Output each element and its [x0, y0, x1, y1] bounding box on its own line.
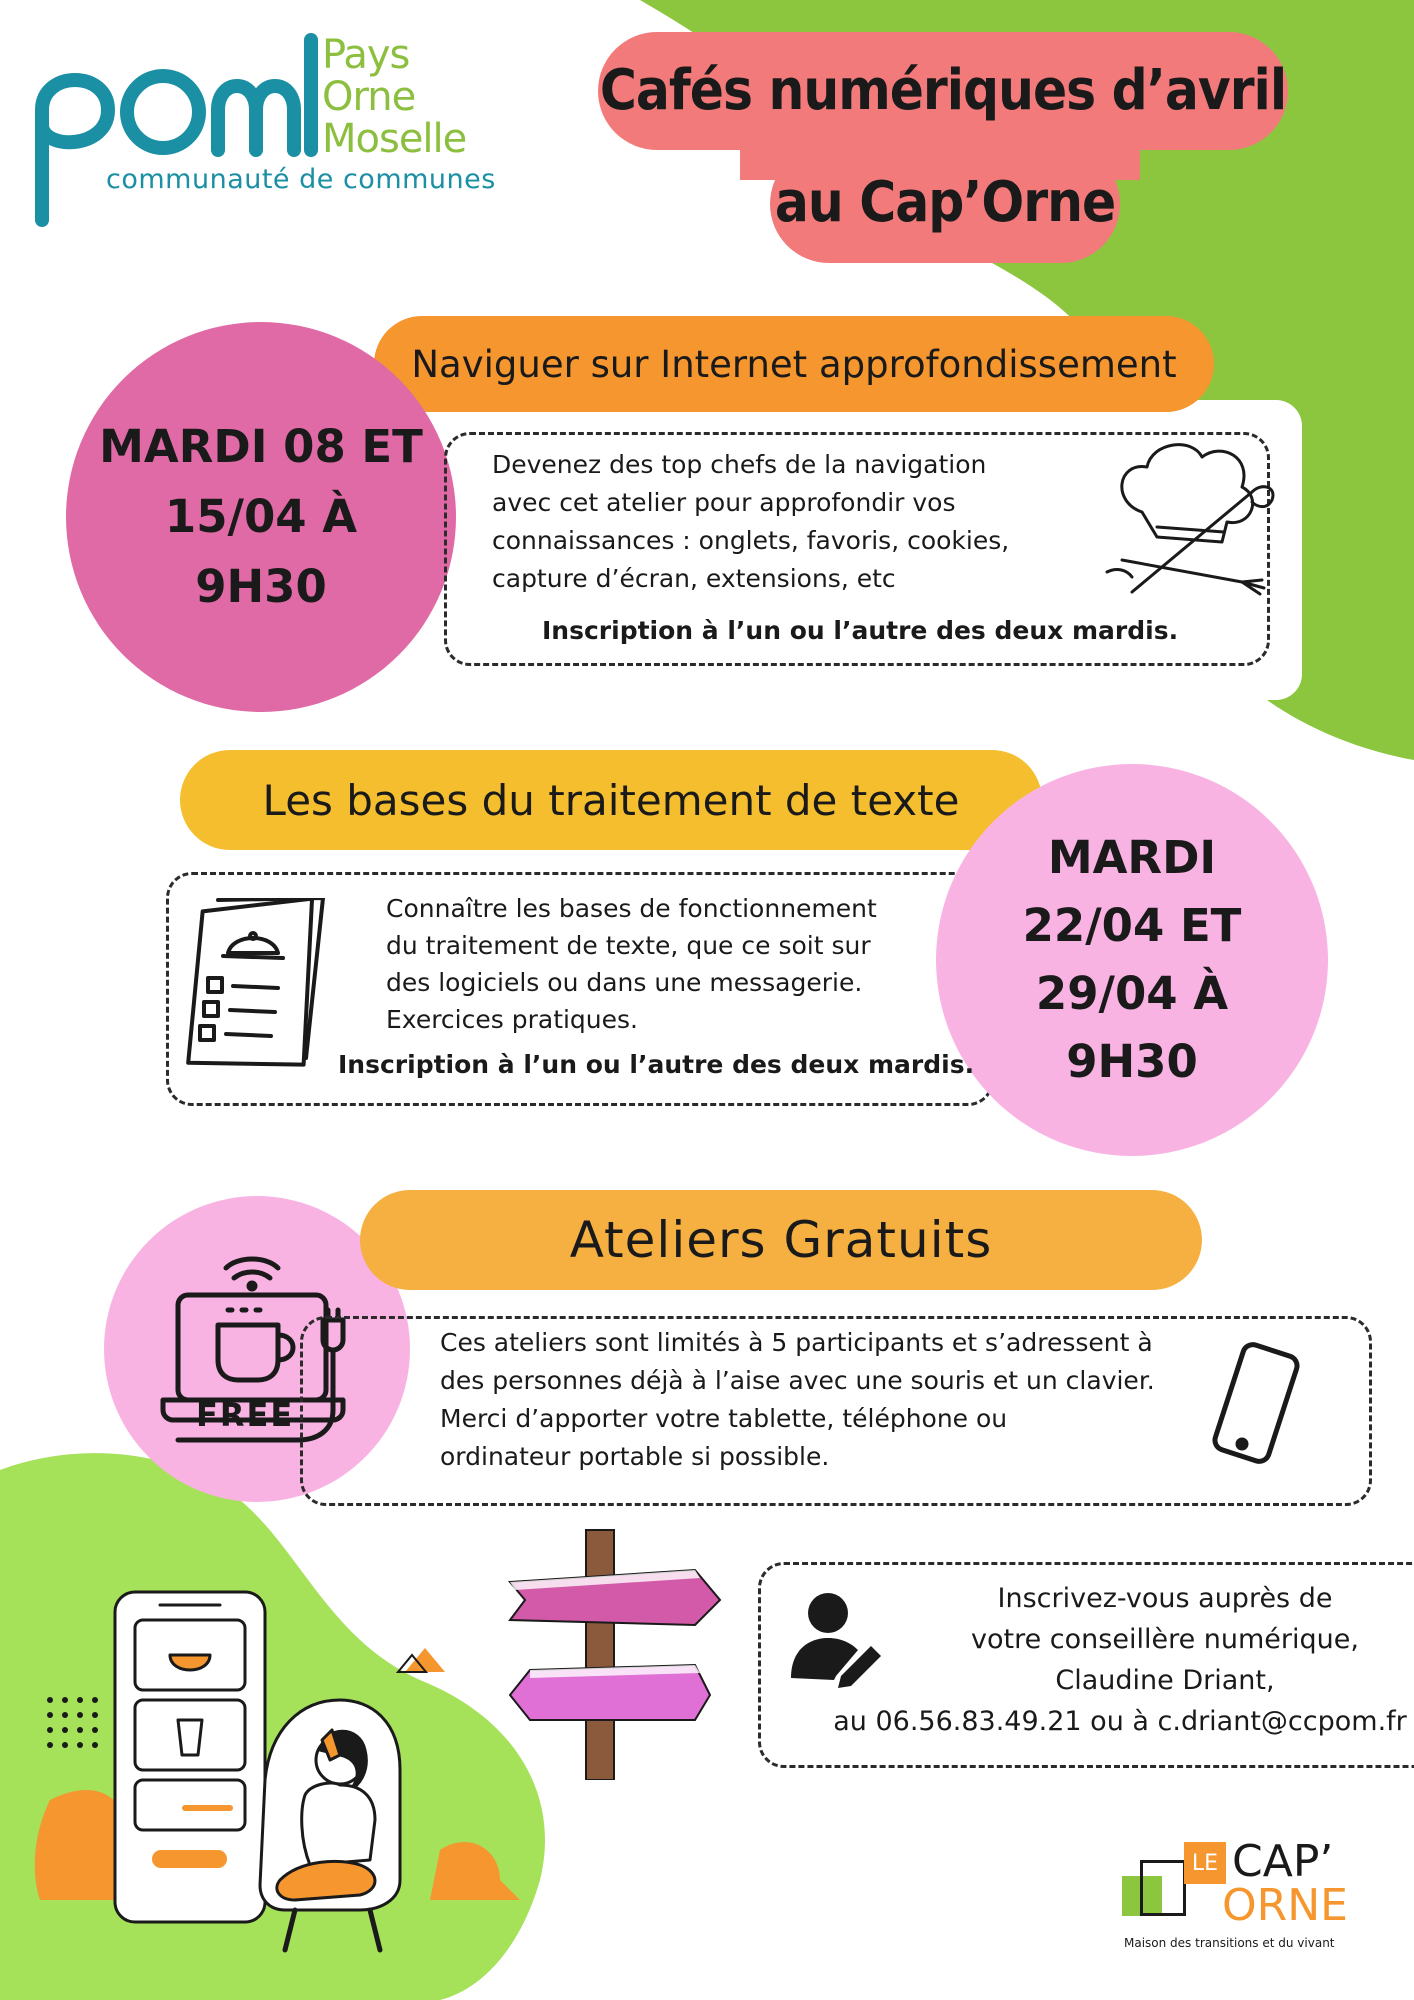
section2-description-line: des logiciels ou dans une messagerie.: [386, 968, 863, 997]
section1-description-line: Devenez des top chefs de la navigation: [492, 450, 987, 479]
page-title-line1: Cafés numériques d’avril: [599, 58, 1287, 123]
chef-hat-icon: [1102, 432, 1280, 602]
contact-line: votre conseillère numérique,: [971, 1624, 1359, 1655]
pom-logo-icon: [28, 30, 318, 230]
smartphone-icon: [1200, 1340, 1310, 1470]
phone-person-illustration: [40, 1580, 460, 1980]
section3-description-line: Ces ateliers sont limités à 5 participants et s’adressent à: [440, 1328, 1153, 1357]
caporne-logo: [1122, 1836, 1372, 1956]
section2-description-line: Connaître les bases de fonctionnement: [386, 894, 877, 923]
section2-heading: [180, 750, 1042, 850]
section1-heading-text: Naviguer sur Internet approfondissement: [411, 342, 1177, 386]
section2-date-circle: [936, 764, 1328, 1156]
section3-description-line: des personnes déjà à l’aise avec une souris et un clavier.: [440, 1366, 1155, 1395]
section1-date-circle: [66, 322, 456, 712]
section2-description-line: Exercices pratiques.: [386, 1005, 639, 1034]
contact-line: Claudine Driant,: [1055, 1665, 1275, 1696]
section1-date-line: MARDI 08 ET: [99, 420, 423, 473]
section1-description-line: capture d’écran, extensions, etc: [492, 564, 896, 593]
section2-description: [386, 890, 877, 1038]
logo-subtitle: communauté de communes: [106, 164, 496, 195]
section2-inscription: Inscription à l’un ou l’autre des deux mardis.: [338, 1050, 975, 1079]
logo-word-orne: Orne: [322, 74, 416, 120]
section3-description-line: Merci d’apporter votre tablette, téléphone ou: [440, 1404, 1008, 1433]
section2-date-line: 29/04 À: [1035, 967, 1229, 1020]
section1-description-line: connaissances : onglets, favoris, cookies,: [492, 526, 1010, 555]
section2-description-line: du traitement de texte, que ce soit sur: [386, 931, 871, 960]
menu-document-icon: [178, 898, 328, 1074]
section1-description-line: avec cet atelier pour approfondir vos: [492, 488, 956, 517]
contact-text: [790, 1578, 1414, 1742]
caporne-cap: CAP’: [1232, 1836, 1334, 1887]
signpost-icon: [500, 1520, 730, 1780]
section1-inscription: Inscription à l’un ou l’autre des deux mardis.: [542, 616, 1179, 645]
section3-description-line: ordinateur portable si possible.: [440, 1442, 830, 1471]
section2-heading-text: Les bases du traitement de texte: [262, 775, 960, 825]
section1-date-line: 9H30: [195, 560, 327, 613]
section1-heading: [374, 316, 1214, 412]
caporne-orne: ORNE: [1222, 1880, 1348, 1931]
logo-words: [322, 34, 466, 160]
section2-date-line: MARDI: [1047, 831, 1217, 884]
contact-line: au 06.56.83.49.21 ou à c.driant@ccpom.fr: [833, 1706, 1407, 1737]
section3-heading-text: Ateliers Gratuits: [569, 1211, 993, 1269]
logo-word-pays: Pays: [322, 32, 410, 78]
section1-description: [492, 446, 1009, 598]
logo-word-moselle: Moselle: [322, 116, 467, 162]
caporne-le: LE: [1184, 1842, 1226, 1884]
section2-date-line: 22/04 ET: [1022, 899, 1242, 952]
section1-date-line: 15/04 À: [164, 490, 358, 543]
free-label: FREE: [196, 1396, 295, 1434]
page-title-line2: au Cap’Orne: [774, 170, 1116, 235]
contact-line: Inscrivez-vous auprès de: [997, 1583, 1333, 1614]
section3-heading: [360, 1190, 1202, 1290]
section3-description: [440, 1324, 1155, 1476]
section2-date-line: 9H30: [1066, 1035, 1198, 1088]
caporne-tagline: Maison des transitions et du vivant: [1124, 1936, 1335, 1950]
